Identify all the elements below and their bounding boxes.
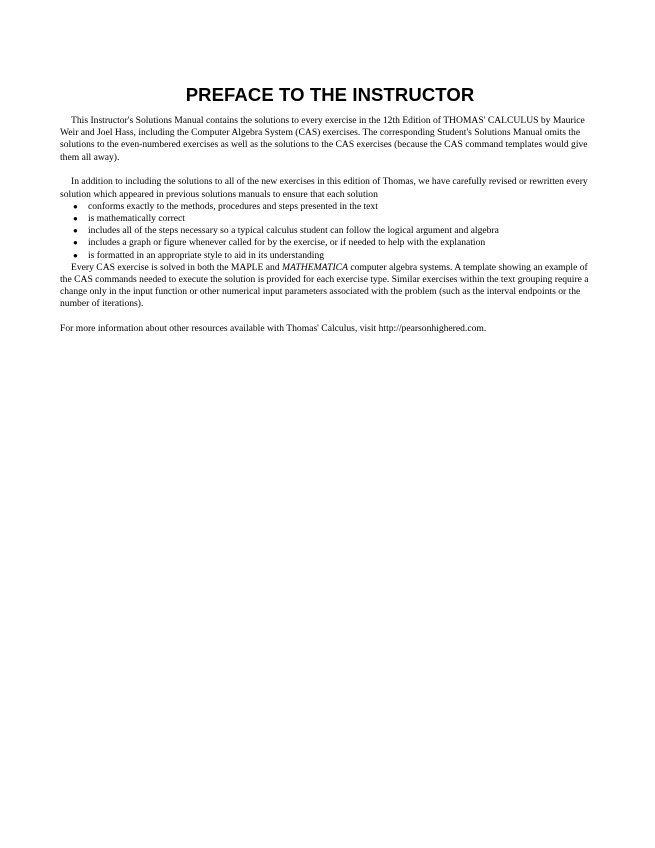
- cas-text-before: Every CAS exercise is solved in both the MAPLE and: [71, 261, 283, 273]
- list-item: [60, 225, 600, 237]
- list-item-text: includes a graph or figure whenever called for by the exercise, or if needed to help with the explanation: [88, 237, 486, 249]
- document-page: [60, 0, 600, 335]
- mathematica-emphasis: MATHEMATICA: [282, 261, 348, 273]
- list-item-text: conforms exactly to the methods, procedures and steps presented in the text: [88, 200, 378, 212]
- list-item: [60, 237, 600, 249]
- list-item-text: includes all of the steps necessary so a typical calculus student can follow the logical argument and algebra: [88, 225, 499, 237]
- bullet-icon: ●: [73, 201, 78, 211]
- list-item: [60, 213, 600, 225]
- list-item-text: is formatted in an appropriate style to aid in its understanding: [88, 249, 325, 261]
- intro-paragraph: This Instructor's Solutions Manual contains the solutions to every exercise in the 12th Edition of THOMAS' CALCULUS by Maurice Weir and Joel Hass, including the Computer Algebra System (CAS) exercises. The corresponding Student's Solutions Manual omits the solutions to the even-numbered exercises as well as the solutions to the CAS exercises (because the CAS command templates would give them all away).: [60, 115, 588, 163]
- revision-paragraph: In addition to including the solutions to all of the new exercises in this edition of Thomas, we have carefully revised or rewritten every solution which appeared in previous solutions manuals to ensure that each solution: [60, 176, 588, 200]
- bullet-icon: ●: [73, 226, 78, 236]
- bullet-icon: ●: [73, 250, 78, 260]
- bullet-icon: ●: [73, 238, 78, 248]
- cas-text-after: computer algebra systems. A template showing an example of the CAS commands needed to execute the solution is provided for each exercise type. Similar exercises within the text grouping require a change only in the input function or other numerical input parameters associated with the problem (such as the interval endpoints or the number of iterations).: [60, 261, 589, 310]
- solution-criteria-list: [60, 201, 600, 262]
- list-item: [60, 201, 600, 213]
- list-item: [60, 250, 600, 262]
- list-item-text: is mathematically correct: [88, 212, 185, 224]
- page-title: PREFACE TO THE INSTRUCTOR: [185, 84, 475, 105]
- cas-paragraph: [60, 262, 600, 311]
- more-info-paragraph: For more information about other resources available with Thomas' Calculus, visit http://pearsonhighered.com.: [60, 323, 487, 335]
- bullet-icon: ●: [73, 213, 78, 223]
